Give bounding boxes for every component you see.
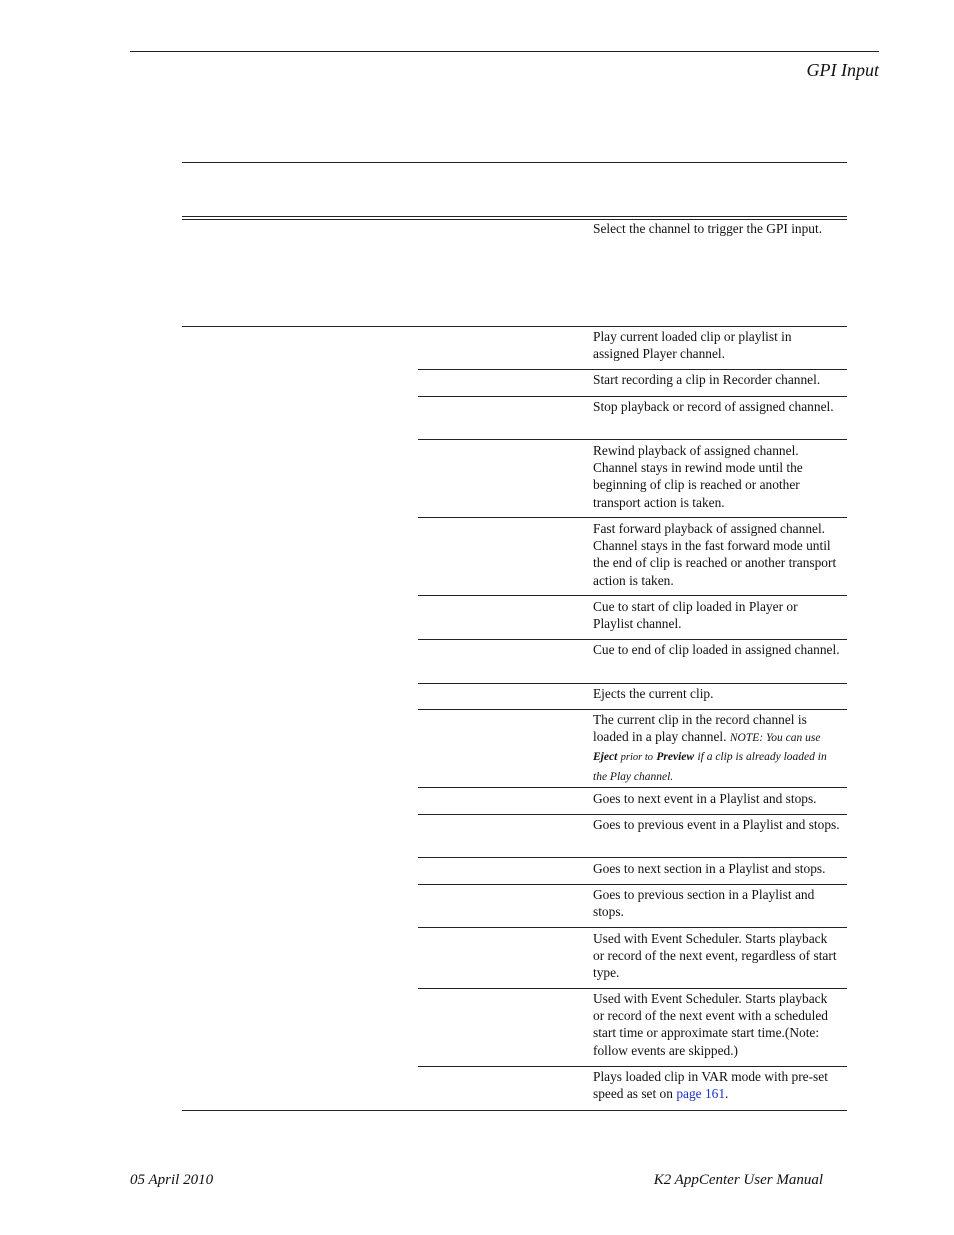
footer-date: 05 April 2010 — [130, 1172, 214, 1188]
var-mode-suffix: . — [725, 1086, 729, 1102]
preview-note-preview: Preview — [656, 751, 695, 764]
action-description-play: Play current loaded clip or playlist in assigned Player channel. — [593, 329, 792, 362]
row-divider — [418, 396, 847, 397]
row-divider — [418, 927, 847, 928]
action-description-eject: Ejects the current clip. — [593, 686, 714, 701]
action-description-previous-section: Goes to previous section in a Playlist and stops. — [593, 887, 815, 920]
action-description-fast-forward: Fast forward playback of assigned channel. Channel stays in the fast forward mode until the end of clip is reached or another transport action is taken. — [593, 521, 837, 588]
preview-note-prefix: NOTE: You can use — [729, 732, 821, 745]
row-divider — [418, 439, 847, 440]
action-description-scheduler-timed: Used with Event Scheduler. Starts playback or record of the next event with a scheduled start time or approximate start time.(Note: follow events are skipped.) — [593, 991, 828, 1058]
row-divider — [418, 857, 847, 858]
row-divider — [418, 1066, 847, 1067]
row-divider — [418, 369, 847, 370]
action-description-cue-start: Cue to start of clip loaded in Player or Playlist channel. — [593, 599, 798, 632]
table-header-rule — [182, 216, 847, 217]
var-mode-text: Plays loaded clip in VAR mode with pre-set speed as set on — [593, 1069, 828, 1102]
action-description-var-mode — [593, 1068, 840, 1102]
action-description-stop: Stop playback or record of assigned channel. — [593, 399, 834, 414]
section-title: GPI Input — [806, 60, 879, 80]
preview-note-eject: Eject — [593, 751, 618, 764]
table-bottom-rule — [182, 1110, 847, 1111]
header-rule — [130, 51, 879, 52]
row-divider — [418, 814, 847, 815]
action-description-previous-event: Goes to previous event in a Playlist and stops. — [593, 817, 840, 832]
preview-note-suffix: if a clip is already loaded in the Play channel. — [593, 751, 827, 783]
row-divider — [418, 683, 847, 684]
action-description-preview — [593, 711, 840, 786]
channel-row-rule — [182, 326, 847, 327]
action-description-scheduler-next: Used with Event Scheduler. Starts playback or record of the next event, regardless of start type. — [593, 931, 837, 981]
page-link[interactable]: page 161 — [676, 1086, 726, 1102]
preview-note-prior: prior to — [620, 752, 654, 764]
action-description-cue-end: Cue to end of clip loaded in assigned channel. — [593, 642, 840, 657]
channel-description: Select the channel to trigger the GPI input. — [593, 221, 823, 236]
row-divider — [418, 639, 847, 640]
row-divider — [418, 884, 847, 885]
action-description-next-section: Goes to next section in a Playlist and stops. — [593, 861, 826, 876]
row-divider — [418, 988, 847, 989]
row-divider — [418, 595, 847, 596]
preview-description-text: The current clip in the record channel is loaded in a play channel. — [593, 712, 807, 745]
footer-manual-title: K2 AppCenter User Manual — [653, 1172, 823, 1188]
action-description-next-event: Goes to next event in a Playlist and stops. — [593, 791, 817, 806]
row-divider — [418, 787, 847, 788]
table-top-rule — [182, 162, 847, 163]
action-description-record: Start recording a clip in Recorder channel. — [593, 372, 821, 387]
row-divider — [418, 709, 847, 710]
row-divider — [418, 517, 847, 518]
action-description-rewind: Rewind playback of assigned channel. Channel stays in rewind mode until the beginning of clip is reached or another transport action is taken. — [593, 443, 803, 510]
